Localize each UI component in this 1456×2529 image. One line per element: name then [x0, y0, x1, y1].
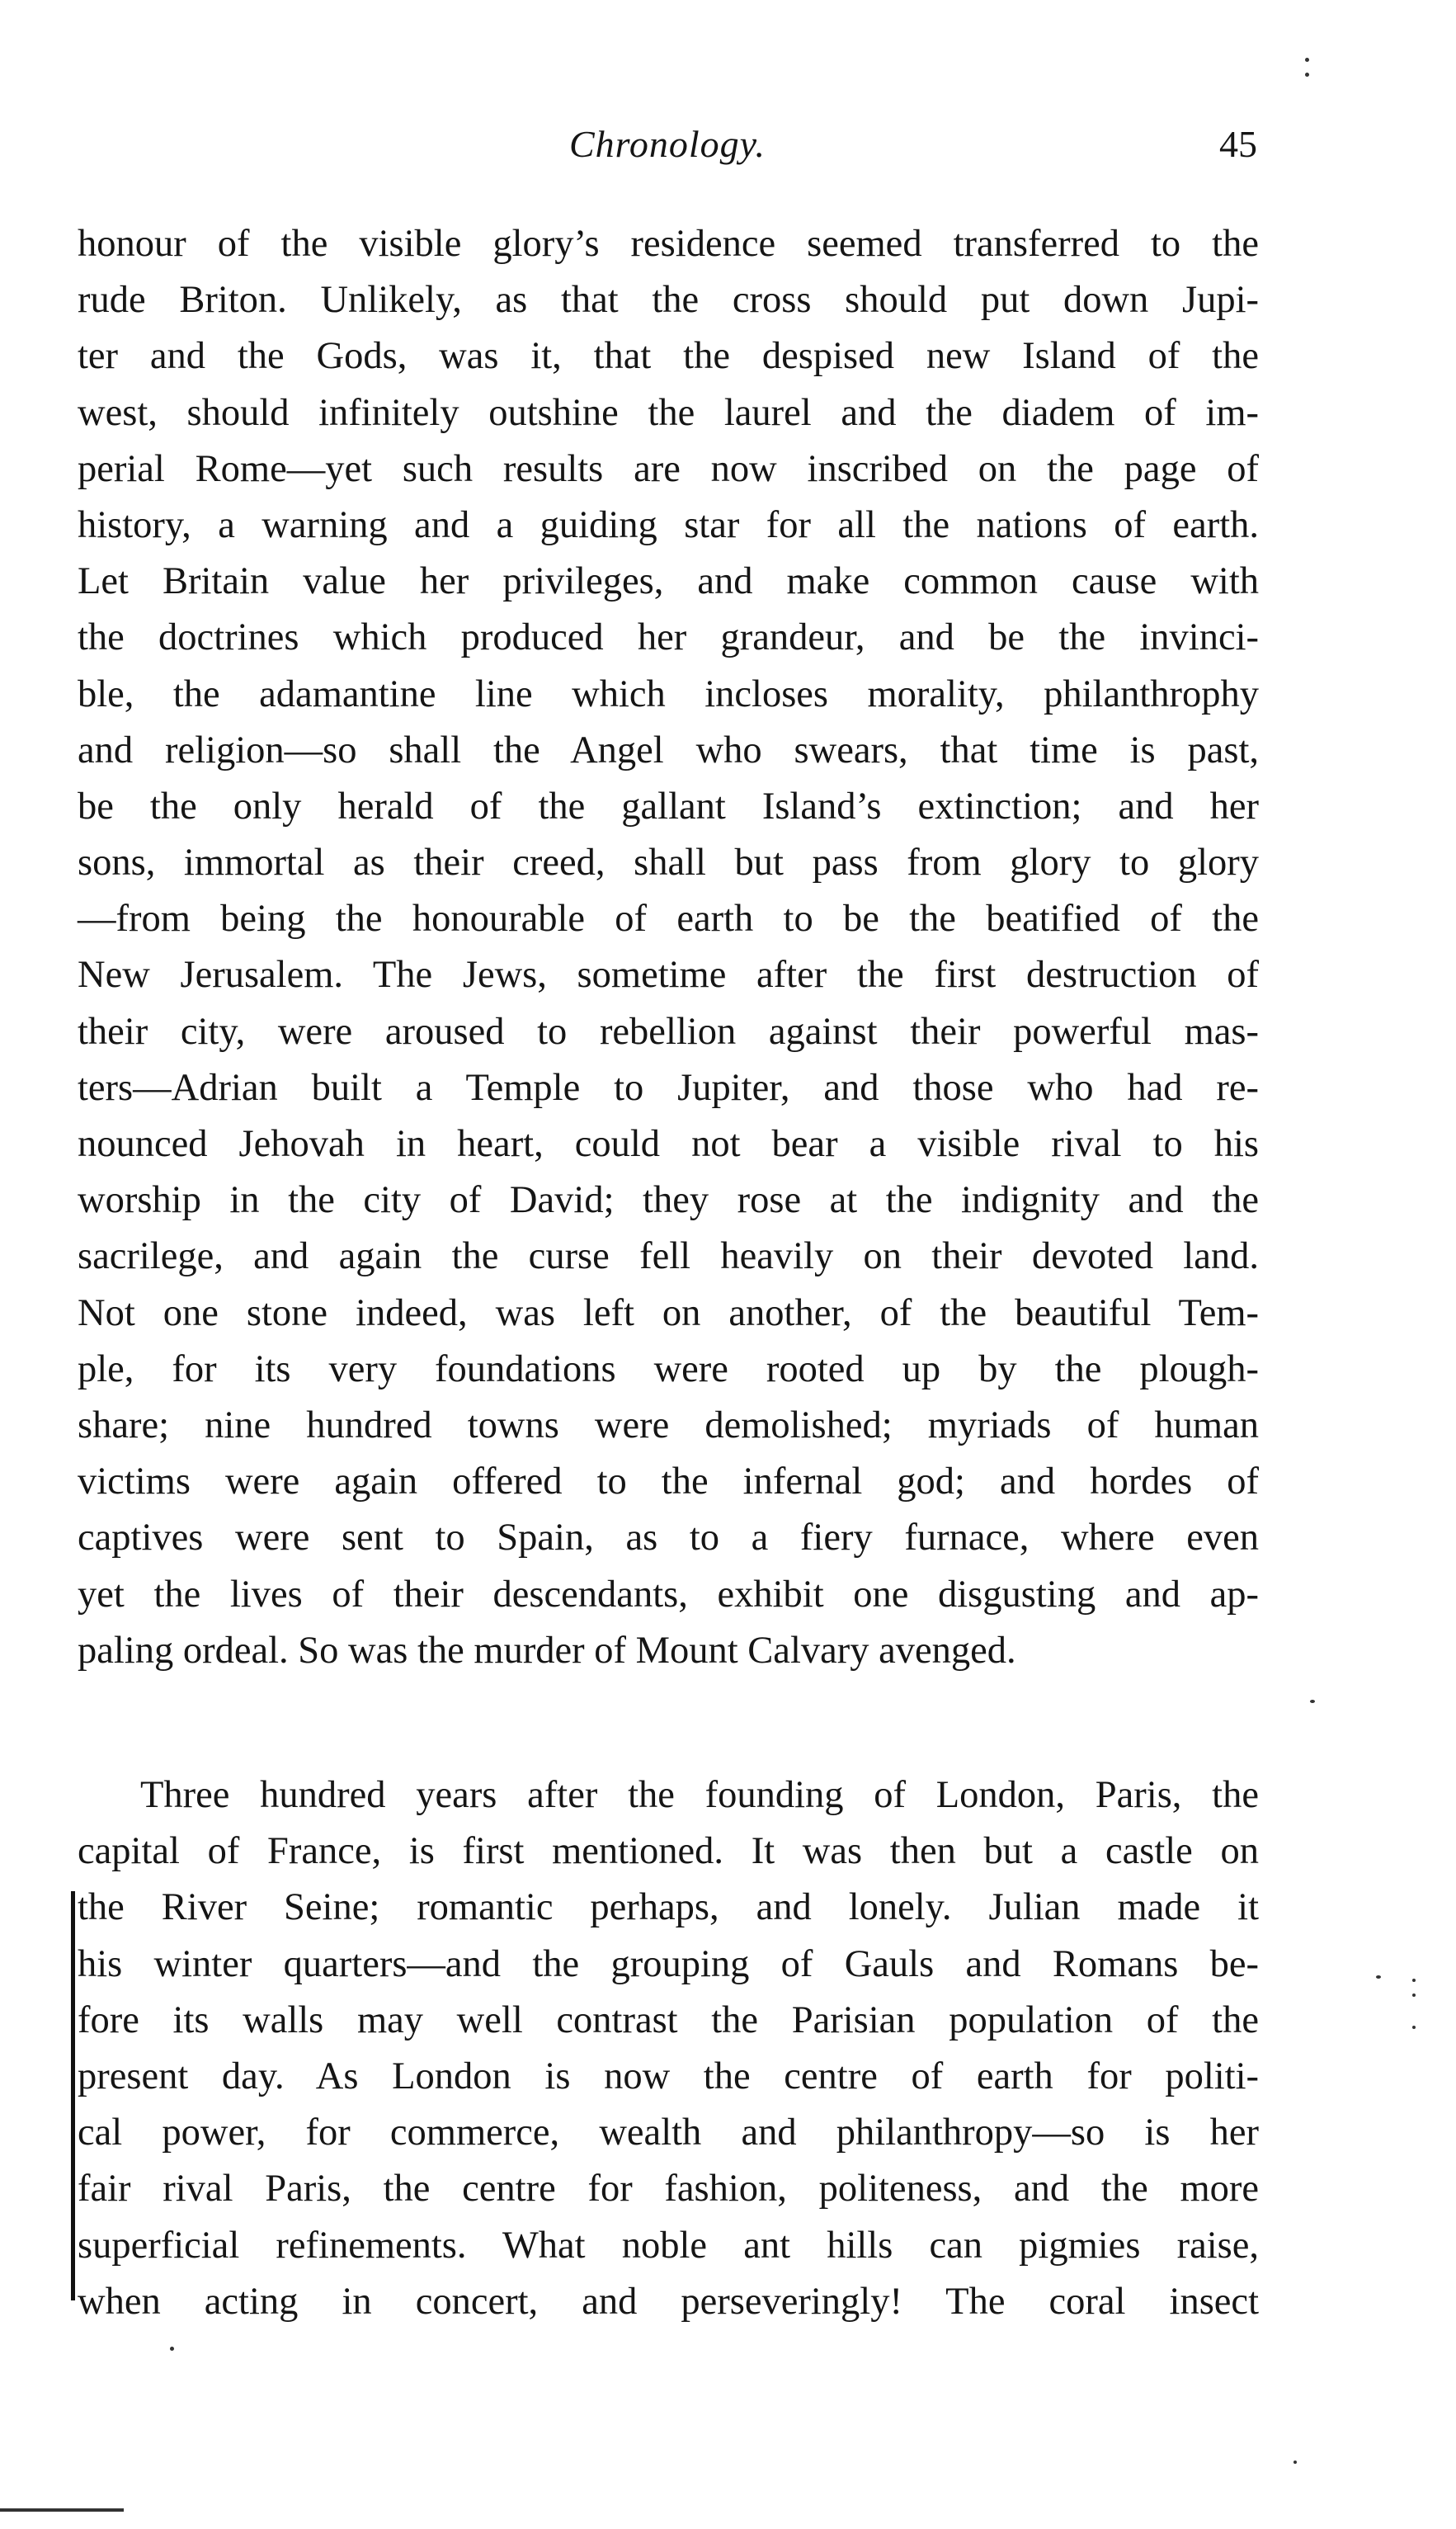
- print-speck: [1376, 1975, 1381, 1979]
- print-speck: [1305, 73, 1309, 77]
- bottom-edge-rule: [0, 2508, 124, 2512]
- print-speck: [1412, 1993, 1416, 1997]
- text-line: present day. As London is now the centre of earth for politi-: [78, 2055, 1259, 2097]
- running-header: [0, 122, 1456, 180]
- print-speck: [1293, 2461, 1297, 2464]
- text-line: fair rival Paris, the centre for fashion, politeness, and the more: [78, 2168, 1259, 2211]
- text-line: honour of the visible glory’s residence seemed transferred to the: [78, 223, 1259, 265]
- text-line: capital of France, is first mentioned. It was then but a castle on: [78, 1830, 1259, 1873]
- running-title: Chronology.: [569, 123, 766, 165]
- text-line: cal power, for commerce, wealth and philanthropy—so is her: [78, 2111, 1259, 2154]
- print-speck: [1305, 58, 1309, 62]
- text-line: ters—Adrian built a Temple to Jupiter, and those who had re-: [78, 1066, 1259, 1109]
- text-line: share; nine hundred towns were demolished; myriads of human: [78, 1404, 1259, 1446]
- text-line: sacrilege, and again the curse fell heavily on their devoted land.: [78, 1235, 1259, 1278]
- page-number: 45: [1219, 123, 1257, 165]
- text-line: Three hundred years after the founding of London, Paris, the: [140, 1774, 1259, 1816]
- print-speck: [1412, 2026, 1416, 2029]
- print-speck: [1412, 1979, 1416, 1982]
- paragraph-2: [78, 1767, 1259, 2330]
- text-line: perial Rome—yet such results are now inscribed on the page of: [78, 447, 1259, 490]
- text-line: New Jerusalem. The Jews, sometime after the first destruction of: [78, 954, 1259, 997]
- text-line: ple, for its very foundations were rooted up by the plough-: [78, 1347, 1259, 1390]
- text-line: ter and the Gods, was it, that the despised new Island of the: [78, 335, 1259, 378]
- text-line: the River Seine; romantic perhaps, and lonely. Julian made it: [78, 1886, 1259, 1929]
- print-speck: [170, 2347, 174, 2351]
- print-speck: [1310, 1700, 1315, 1703]
- text-line: paling ordeal. So was the murder of Mount Calvary avenged.: [78, 1629, 1016, 1672]
- text-line: when acting in concert, and perseveringly! The coral insect: [78, 2280, 1259, 2323]
- text-line: sons, immortal as their creed, shall but pass from glory to glory: [78, 842, 1259, 885]
- text-line: nounced Jehovah in heart, could not bear a visible rival to his: [78, 1123, 1259, 1165]
- text-line: his winter quarters—and the grouping of Gauls and Romans be-: [78, 1942, 1259, 1985]
- text-line: Not one stone indeed, was left on another, of the beautiful Tem-: [78, 1291, 1259, 1334]
- text-line: history, a warning and a guiding star for all the nations of earth.: [78, 503, 1259, 546]
- text-line: —from being the honourable of earth to be the beatified of the: [78, 898, 1259, 941]
- text-line: west, should infinitely outshine the laurel and the diadem of im-: [78, 391, 1259, 434]
- text-line: and religion—so shall the Angel who swears, that time is past,: [78, 729, 1259, 771]
- margin-binding-mark: [71, 1891, 75, 2300]
- text-line: the doctrines which produced her grandeur, and be the invinci-: [78, 616, 1259, 659]
- text-line: fore its walls may well contrast the Parisian population of the: [78, 1998, 1259, 2041]
- text-line: captives were sent to Spain, as to a fiery furnace, where even: [78, 1517, 1259, 1559]
- text-line: Let Britain value her privileges, and make common cause with: [78, 560, 1259, 603]
- text-line: yet the lives of their descendants, exhibit one disgusting and ap-: [78, 1573, 1259, 1616]
- text-line: their city, were aroused to rebellion against their powerful mas-: [78, 1010, 1259, 1053]
- text-line: superficial refinements. What noble ant hills can pigmies raise,: [78, 2224, 1259, 2267]
- text-line: rude Briton. Unlikely, as that the cross should put down Jupi-: [78, 279, 1259, 322]
- text-line: worship in the city of David; they rose at the indignity and the: [78, 1179, 1259, 1222]
- text-line: victims were again offered to the infernal god; and hordes of: [78, 1460, 1259, 1503]
- paragraph-1: [78, 216, 1259, 1679]
- text-line: ble, the adamantine line which incloses morality, philanthrophy: [78, 672, 1259, 715]
- text-line: be the only herald of the gallant Island’s extinction; and her: [78, 785, 1259, 828]
